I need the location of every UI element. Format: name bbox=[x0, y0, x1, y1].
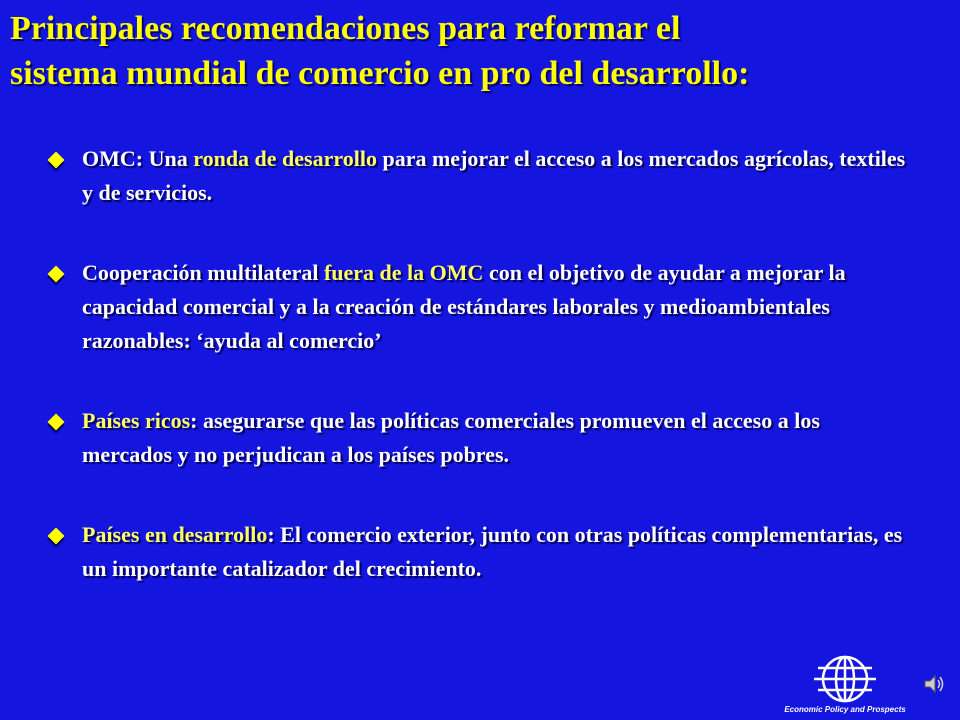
bullet-item bbox=[48, 256, 908, 358]
bullet-highlight: Países ricos bbox=[82, 408, 191, 433]
bullet-text-post: : El comercio exterior, junto con otras políticas complementarias, es un importante catalizador del crecimiento. bbox=[82, 522, 903, 581]
bullet-text-pre: OMC: Una bbox=[82, 146, 194, 171]
globe-icon bbox=[812, 654, 878, 704]
logo-text: Economic Policy and Prospects bbox=[784, 705, 906, 714]
bullet-list bbox=[48, 142, 908, 586]
slide-title bbox=[10, 6, 950, 96]
bullet-text-post: con el objetivo de ayudar a mejorar la capacidad comercial y a la creación de estándares laborales y medioambientales razonables: ‘ayuda al comercio’ bbox=[82, 260, 846, 353]
speaker-icon[interactable] bbox=[922, 672, 946, 696]
diamond-bullet-icon bbox=[48, 528, 65, 545]
logo bbox=[772, 654, 918, 718]
bullet-text-post: : asegurarse que las políticas comerciales promueven el acceso a los mercados y no perjudican a los países pobres. bbox=[82, 408, 820, 467]
bullet-highlight: fuera de la OMC bbox=[323, 260, 484, 285]
bullet-highlight: ronda de desarrollo bbox=[193, 146, 377, 171]
bullet-highlight: Países en desarrollo bbox=[82, 522, 268, 547]
bullet-item bbox=[48, 142, 908, 210]
title-line-2: sistema mundial de comercio en pro del desarrollo: bbox=[10, 55, 750, 92]
bullet-text-post: para mejorar el acceso a los mercados agrícolas, textiles y de servicios. bbox=[82, 146, 906, 205]
diamond-bullet-icon bbox=[48, 266, 65, 283]
bullet-text-pre: Cooperación multilateral bbox=[82, 260, 324, 285]
diamond-bullet-icon bbox=[48, 152, 65, 169]
diamond-bullet-icon bbox=[48, 414, 65, 431]
title-line-1: Principales recomendaciones para reformar el bbox=[10, 10, 681, 47]
bullet-item bbox=[48, 518, 908, 586]
bullet-item bbox=[48, 404, 908, 472]
